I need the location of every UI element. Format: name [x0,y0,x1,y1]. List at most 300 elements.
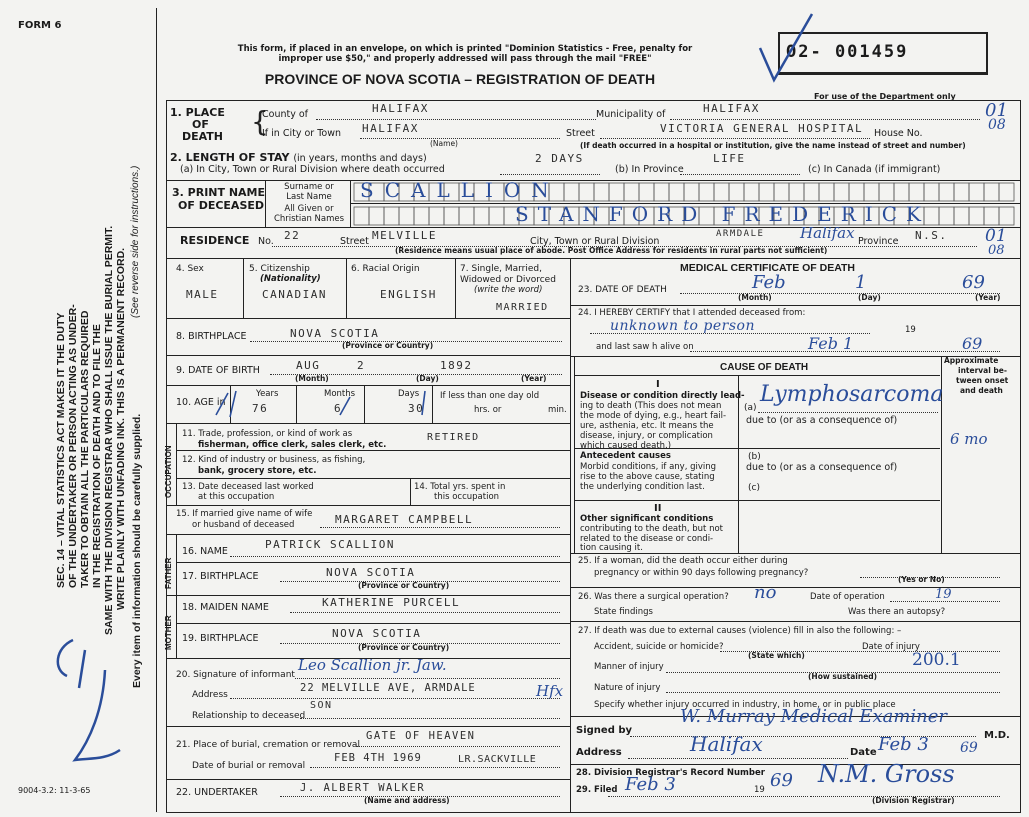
rule-mother-mid [176,623,570,624]
op-date-label: Date of operation [810,592,885,602]
rule-main-divider [570,258,571,813]
letter-box [654,183,669,201]
letter-box [579,183,594,201]
manner-label: Manner of injury [594,662,664,672]
rule-right-border [1020,100,1021,813]
rule-certify-top [570,305,1020,306]
rule-r8-top [166,318,570,319]
citizenship-label: 5. Citizenship [249,264,310,274]
rule-part-ii-top [574,500,940,501]
a-value: Lymphosarcoma [760,382,944,407]
side-instruction-7: (See reverse side for instructions.) [130,165,141,318]
days-label: Days [398,389,420,399]
letter-box [354,207,369,225]
div-record-label: 28. Division Registrar's Record Number [576,768,765,778]
part-i: I [656,379,660,390]
letter-box [489,207,504,225]
rule-father-mid [176,562,570,563]
marital-value: MARRIED [496,302,549,313]
rule-father-top [166,534,570,535]
place-label-3: DEATH [182,130,224,143]
last-saw-label: and last saw h alive on [596,342,694,352]
residence-street-label: Street [340,236,369,247]
letter-box [939,207,954,225]
rule-r4-v1 [243,258,244,318]
letter-box [969,207,984,225]
letter-box [684,183,699,201]
form-code: 9004-3.2: 11-3-65 [18,786,91,795]
dob-label: 9. DATE OF BIRTH [176,365,260,376]
dept-use-label: For use of the Department only [814,92,956,101]
letter-box [639,183,654,201]
relationship-line [300,718,560,719]
birthplace-label: 8. BIRTHPLACE [176,331,247,342]
municipality-label: Municipality of [596,109,666,120]
residence-street: MELVILLE [372,229,437,242]
rule-external-top [570,621,1020,622]
relationship-label: Relationship to deceased [192,711,306,721]
residence-code-2: 08 [988,243,1005,258]
less-label-1: If less than one day old [440,391,540,401]
residence-no-label: No. [258,236,274,247]
father-name: PATRICK SCALLION [265,538,395,551]
last-saw-value: Feb 1 [808,334,854,353]
informant-sig-label: 20. Signature of informant [176,670,295,680]
city-line [360,138,560,139]
dod-label: 23. DATE OF DEATH [578,285,667,295]
letter-box [894,183,909,201]
given-label: All Given or Christian Names [273,204,345,224]
informant-address-label: Address [192,690,228,700]
antecedent-label-2: Morbid conditions, if any, giving [580,462,717,472]
burial-date-extra: LR.SACKVILLE [458,754,537,765]
stay-b-line [680,174,800,175]
side-instruction-4: IN THE REGISTRATION OF DEATH AND TO FILE THE [91,324,103,588]
rule-occ-v [176,423,177,505]
letter-box [954,183,969,201]
side-instruction-6: WRITE PLAINLY WITH UNFADING INK. THIS IS A PERMANENT RECORD. [115,247,127,610]
letter-box [699,183,714,201]
letter-box [819,183,834,201]
signer-date: Feb 3 [878,734,929,755]
side-instruction-3: TAKER TO OBTAIN ALL THE PARTICULARS REQUIRED [79,310,91,588]
letter-box [999,183,1014,201]
mother-name: KATHERINE PURCELL [322,596,461,609]
filed-year: 69 [770,770,793,791]
side-instruction-5: SAME WITH THE DIVISION REGISTRAR WHO SHALL ISSUE THE BURIAL PERMIT. [103,225,115,635]
marital-label-2: Widowed or Divorced [460,275,556,285]
rule-name-bottom [166,227,1021,228]
side-instruction-1: SEC. 14 – VITAL STATISTICS ACT MAKES IT THE DUTY [55,312,67,588]
dod-year-sub: (Year) [975,293,1001,302]
letter-box [399,207,414,225]
dod-day-sub: (Day) [858,293,881,302]
dept-code-1: 01 [985,100,1008,121]
side-instruction-2: OF THE UNDERTAKER OR PERSON ACTING AS UNDER- [67,304,79,588]
father-name-label: 16. NAME [182,546,228,557]
other-label-4: tion causing it. [580,543,643,553]
letter-box [444,207,459,225]
letter-box [414,207,429,225]
birthplace-value: NOVA SCOTIA [290,327,380,340]
letter-box [459,207,474,225]
surname-label: Surname or Last Name [284,182,334,202]
preg-label-1: 25. If a woman, did the death occur either during [578,556,788,566]
father-bp-sub: (Province or Country) [358,581,450,590]
name-label-2: OF DECEASED [178,199,265,212]
residence-province-label: Province [858,236,899,247]
nature-line [666,692,1000,693]
rule-occ-top [166,423,570,424]
disease-label-2: ing to death (This does not mean [580,401,722,411]
industry-label-1: 12. Kind of industry or business, as fishing, [182,455,366,465]
residence-code-1: 01 [985,226,1007,246]
dob-year-sub: (Year) [521,374,547,383]
cause-title: CAUSE OF DEATH [720,362,809,373]
letter-box [984,207,999,225]
burial-place: GATE OF HEAVEN [366,730,476,742]
disease-label-1: Disease or condition directly lead- [580,391,745,401]
medical-title: MEDICAL CERTIFICATE OF DEATH [680,262,855,274]
letter-box [969,183,984,201]
dod-month-sub: (Month) [738,293,772,302]
stay-title: 2. LENGTH OF STAY [170,151,290,164]
rule-bottom [166,812,1021,813]
certify-19: 19 [905,325,916,335]
hospital-note: (If death occurred in a hospital or institution, give the name instead of street and number) [580,141,966,150]
years-spent-label-1: 14. Total yrs. spent in [414,482,506,492]
registrar-sub: (Division Registrar) [872,796,955,805]
residence-city: ARMDALE [716,229,765,239]
specify-label: Specify whether injury occurred in industry, in home, or in public place [594,700,896,710]
rule-occ-v2 [410,478,411,505]
dod-day: 1 [855,272,867,293]
rule-name-v1 [265,180,266,227]
occupation-side-label: OCCUPATION [164,445,173,498]
letter-box [924,183,939,201]
dob-month: AUG [296,359,321,372]
years-label: Years [256,389,279,399]
dob-day: 2 [357,359,366,372]
registration-number: O2- 001459 [786,42,909,62]
sex-value: MALE [186,288,219,301]
op-date: 19 [935,587,952,602]
signed-value: W. Murray Medical Examiner [680,706,948,727]
burial-place-line [356,746,560,747]
burial-date: FEB 4TH 1969 [334,752,422,764]
years-spent-label-2: this occupation [434,492,500,502]
rule-cause-header [574,375,940,376]
informant-sig-line [295,678,560,679]
less-label-2: hrs. or [474,405,502,415]
registrar-signature: N.M. Gross [818,760,955,788]
accident-label: Accident, suicide or homicide? [594,642,724,652]
street-label: Street [566,128,595,139]
letter-box [999,207,1014,225]
county-line [316,119,596,120]
letter-box [609,183,624,201]
form-number: FORM 6 [18,20,62,31]
mail-notice: This form, if placed in an envelope, on which is printed "Dominion Statistics - Free, penalty for improper use $50," and properly addressed will pass through the mail "FREE" [237,44,693,64]
rule-occ-1 [176,450,570,451]
letter-box [624,183,639,201]
surgery-label: 26. Was there a surgical operation? [578,592,729,602]
c-label: (c) [748,483,760,493]
due-to-2: due to (or as a consequence of) [746,462,898,473]
stay-a-line [500,174,600,175]
letter-box [879,183,894,201]
md-label: M.D. [984,730,1010,741]
letter-box [849,183,864,201]
years-value: 76 [252,402,269,415]
antecedent-label-4: the underlying condition last. [580,482,705,492]
informant-signature: Leo Scallion jr. Jaw. [298,656,447,674]
age-label: 10. AGE in [176,397,226,408]
name-label-1: 3. PRINT NAME [172,186,266,199]
signer-date-label: Date [850,747,877,758]
informant-address-line [230,698,560,699]
burial-place-label: 21. Place of burial, cremation or removal [176,740,360,750]
rule-antecedent-top [574,448,940,449]
other-label-3: related to the disease or condi- [580,534,714,544]
residence-city-hand: Halifax [800,224,855,242]
letter-box [774,183,789,201]
interval-1: Approximate [944,356,999,365]
form-title: PROVINCE OF NOVA SCOTIA – REGISTRATION OF DEATH [264,71,656,87]
months-value: 6 [334,402,343,415]
rule-preg-top [570,553,1020,554]
county-value: HALIFAX [372,102,429,115]
racial-label: 6. Racial Origin [351,264,420,274]
filed-line [608,796,808,797]
state-findings: State findings [594,607,653,617]
house-label: House No. [874,128,923,139]
last-worked-label-1: 13. Date deceased last worked [182,482,314,492]
rule-occ-2 [176,478,570,479]
wife-value: MARGARET CAMPBELL [335,513,474,526]
informant-address: 22 MELVILLE AVE, ARMDALE [300,682,476,694]
stay-c-label: (c) In Canada (if immigrant) [808,164,941,175]
residence-no: 22 [284,229,301,242]
marital-label-1: 7. Single, Married, [460,264,542,274]
letter-box [984,183,999,201]
burial-date-label: Date of burial or removal [192,761,306,771]
mother-bp-label: 19. BIRTHPLACE [182,633,259,644]
rule-parent-v [176,534,177,658]
nationality-label: (Nationality) [260,274,321,284]
letter-box [834,183,849,201]
stay-label [170,152,427,165]
trade-label-2: fisherman, office clerk, sales clerk, etc. [198,440,387,450]
trade-label-1: 11. Trade, profession, or kind of work as [182,429,353,439]
signer-date-year: 69 [960,740,978,756]
place-label-2: OF [192,118,209,131]
undertaker-value: J. ALBERT WALKER [300,782,426,794]
filed-19: 19 [754,785,765,795]
a-interval: 6 mo [950,430,988,448]
side-instruction-8: Every item of information should be carefully supplied. [131,413,143,688]
yes-no-sub: (Yes or No) [898,575,945,584]
letter-box [429,207,444,225]
filed-label: 29. Filed [576,785,618,795]
state-which-sub: (State which) [748,651,805,660]
dod-year: 69 [962,272,985,293]
letter-box [804,183,819,201]
letter-box [909,183,924,201]
letter-box [744,183,759,201]
letter-box [564,183,579,201]
letter-box [474,207,489,225]
mother-name-line [290,612,560,613]
mother-bp-sub: (Province or Country) [358,643,450,652]
check-mark [752,10,822,90]
dept-code-2: 08 [988,117,1006,133]
place-label-1: 1. PLACE [170,106,225,119]
last-saw-year: 69 [962,334,983,353]
dod-month: Feb [752,272,786,293]
dob-month-sub: (Month) [295,374,329,383]
stay-b-value: LIFE [713,152,746,165]
letter-box [759,183,774,201]
place-brace: { [251,105,269,138]
rule-burial-top [166,726,570,727]
rule-main-top [166,258,1021,259]
signer-address-line [628,758,848,759]
stay-a-value: 2 DAYS [535,152,584,165]
city-label: If in City or Town [262,128,342,139]
dob-day-sub: (Day) [416,374,439,383]
mother-bp: NOVA SCOTIA [332,627,422,640]
manner-code: 200.1 [912,650,961,670]
residence-city-label: City, Town or Rural Division [530,236,660,247]
interval-3: tween onset [956,376,1009,385]
letter-box [954,207,969,225]
undertaker-sub: (Name and address) [364,796,450,805]
wife-label-2: or husband of deceased [192,520,295,530]
street-line [600,138,870,139]
surgery-value: no [754,582,777,603]
dob-year: 1892 [440,359,473,372]
residence-label: RESIDENCE [180,234,250,247]
due-to-1: due to (or as a consequence of) [746,415,898,426]
dod-line [680,293,1000,294]
birthplace-sub: (Province or Country) [342,341,434,350]
other-label-2: contributing to the death, but not [580,524,723,534]
city-value: HALIFAX [362,122,419,135]
county-label: County of [262,109,309,120]
part-ii: II [654,503,662,514]
certify-value: unknown to person [610,318,755,334]
letter-box [789,183,804,201]
residence-province: N.S. [915,229,948,242]
surname-value: SCALLION [360,178,560,202]
external-label: 27. If death was due to external causes (violence) fill in also the following: – [578,626,902,636]
street-value: VICTORIA GENERAL HOSPITAL [660,122,864,135]
registrar-initial-mark [45,630,135,780]
wife-line [320,527,560,528]
disease-label-4: ure, asthenia, etc. It means the [580,421,714,431]
burial-date-line [310,767,560,768]
relationship-value: SON [310,700,333,711]
letter-box [729,183,744,201]
letter-box [594,183,609,201]
industry-label-2: bank, grocery store, etc. [198,466,317,476]
letter-box [384,207,399,225]
op-date-line [890,601,1000,602]
letter-box [714,183,729,201]
left-margin-rule [156,8,157,812]
preg-label-2: pregnancy or within 90 days following pregnancy? [594,568,809,578]
interval-2: interval be- [958,366,1007,375]
municipality-value: HALIFAX [703,102,760,115]
citizenship-value: CANADIAN [262,288,327,301]
days-value: 30 [408,402,425,415]
filed-value: Feb 3 [625,774,676,795]
interval-4: and death [960,386,1003,395]
father-bp-label: 17. BIRTHPLACE [182,571,259,582]
less-label-3: min. [548,405,567,415]
mother-name-label: 18. MAIDEN NAME [182,602,269,613]
last-worked-label-2: at this occupation [198,492,275,502]
father-name-line [230,556,560,557]
rule-header-bottom [166,100,1021,101]
municipality-line [670,119,980,120]
antecedent-label-3: rise to the above cause, stating [580,472,715,482]
nature-label: Nature of injury [594,683,661,693]
rule-surgery-top [570,587,1020,588]
last-saw-line [690,351,1000,352]
stay-b-label: (b) In Province [615,164,684,175]
residence-note: (Residence means usual place of abode. Post Office Address for residents in rural parts not sufficient) [395,246,828,255]
sex-label: 4. Sex [176,264,204,274]
rule-r15-top [166,505,570,506]
given-value: STANFORD FREDERICK [515,202,930,226]
wife-label-1: 15. If married give name of wife [176,509,313,519]
letter-box [369,207,384,225]
disease-label-5: disease, injury, or complication [580,431,713,441]
disease-label-3: the mode of dying, e.g., heart fail- [580,411,727,421]
rule-cause-mid [738,375,739,553]
other-label-1: Other significant conditions [580,514,714,524]
name-sub-label: (Name) [430,139,458,148]
father-side-label: FATHER [164,557,173,589]
signer-address-label: Address [576,747,622,758]
signer-address: Halifax [690,732,763,756]
antecedent-label-1: Antecedent causes [580,451,671,461]
rule-r4-v2 [346,258,347,318]
letter-box [864,183,879,201]
rule-r9-top [166,355,570,356]
father-bp: NOVA SCOTIA [326,566,416,579]
letter-box [669,183,684,201]
how-sustained-sub: (How sustained) [808,672,878,681]
trade-value: RETIRED [427,432,480,443]
informant-address-hand: Hfx [536,682,564,700]
mother-side-label: MOTHER [164,615,173,650]
certify-label: 24. I HEREBY CERTIFY that I attended deceased from: [578,308,806,318]
undertaker-label: 22. UNDERTAKER [176,787,258,798]
racial-value: ENGLISH [380,288,437,301]
marital-label-3: (write the word) [474,285,543,295]
a-line [758,412,938,413]
injury-date-label: Date of injury [862,642,920,652]
age-pen-marks [200,385,450,423]
a-label: (a) [744,403,757,413]
months-label: Months [324,389,356,399]
letter-box [939,183,954,201]
b-label: (b) [748,452,761,462]
signed-label: Signed by [576,725,633,736]
